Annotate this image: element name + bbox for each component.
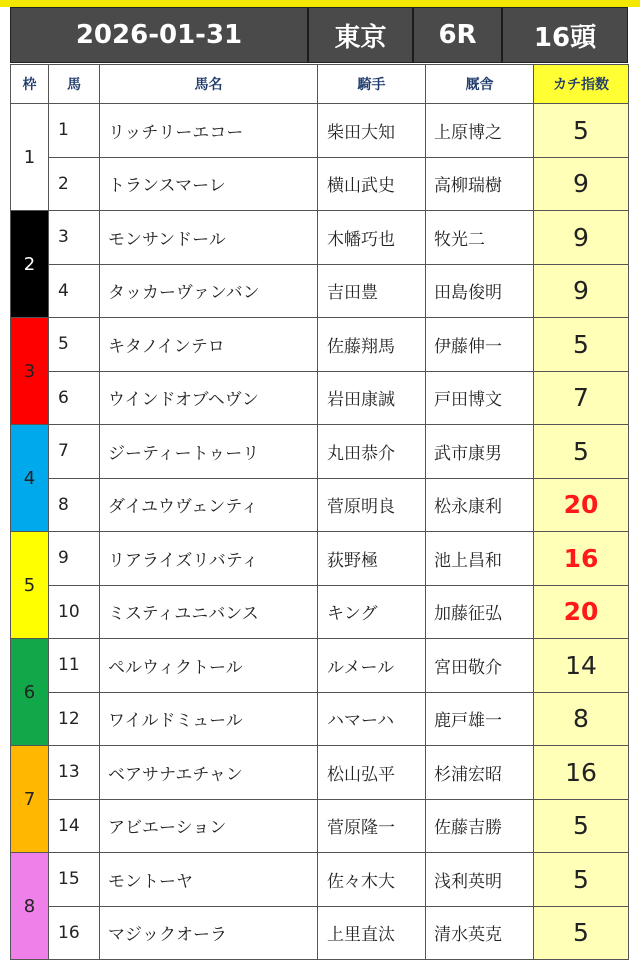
kachi-index-cell: 5 [534, 799, 629, 853]
table-header-row [11, 65, 629, 104]
trainer-cell: 上原博之 [426, 104, 534, 158]
horse-name-cell: ワイルドミュール [100, 692, 318, 746]
table-row [11, 318, 629, 372]
horse-number-cell: 5 [49, 318, 100, 372]
horse-number-cell: 6 [49, 371, 100, 425]
jockey-cell: 木幡巧也 [318, 211, 426, 265]
jockey-cell: 松山弘平 [318, 746, 426, 800]
horse-number-cell: 16 [49, 906, 100, 960]
table-row [11, 639, 629, 693]
table-row [11, 104, 629, 158]
kachi-index-cell: 5 [534, 104, 629, 158]
table-row [11, 692, 629, 746]
table-row [11, 157, 629, 211]
kachi-index-cell: 5 [534, 318, 629, 372]
jockey-cell: 柴田大知 [318, 104, 426, 158]
jockey-cell: 佐藤翔馬 [318, 318, 426, 372]
kachi-index-cell: 5 [534, 853, 629, 907]
jockey-cell: 菅原隆一 [318, 799, 426, 853]
frame-number-cell: 7 [11, 746, 49, 853]
horse-name-cell: タッカーヴァンバン [100, 264, 318, 318]
kachi-index-cell: 9 [534, 157, 629, 211]
horse-number-cell: 13 [49, 746, 100, 800]
col-header-trainer: 厩舎 [426, 65, 534, 104]
horse-name-cell: キタノインテロ [100, 318, 318, 372]
table-row [11, 478, 629, 532]
trainer-cell: 田島俊明 [426, 264, 534, 318]
entry-table [10, 64, 629, 960]
table-row [11, 425, 629, 479]
table-row [11, 585, 629, 639]
trainer-cell: 池上昌和 [426, 532, 534, 586]
jockey-cell: 荻野極 [318, 532, 426, 586]
horse-number-cell: 1 [49, 104, 100, 158]
jockey-cell: 岩田康誠 [318, 371, 426, 425]
trainer-cell: 伊藤伸一 [426, 318, 534, 372]
frame-number-cell: 8 [11, 853, 49, 960]
table-row [11, 371, 629, 425]
horse-name-cell: リッチリーエコー [100, 104, 318, 158]
col-header-jockey: 騎手 [318, 65, 426, 104]
horse-name-cell: ダイユウヴェンティ [100, 478, 318, 532]
horse-number-cell: 2 [49, 157, 100, 211]
trainer-cell: 浅利英明 [426, 853, 534, 907]
horse-name-cell: ベアサナエチャン [100, 746, 318, 800]
kachi-index-cell: 9 [534, 264, 629, 318]
jockey-cell: 横山武史 [318, 157, 426, 211]
jockey-cell: 上里直汰 [318, 906, 426, 960]
horse-number-cell: 9 [49, 532, 100, 586]
jockey-cell: 吉田豊 [318, 264, 426, 318]
col-header-name: 馬名 [100, 65, 318, 104]
trainer-cell: 松永康利 [426, 478, 534, 532]
frame-number-cell: 1 [11, 104, 49, 211]
horse-name-cell: モントーヤ [100, 853, 318, 907]
trainer-cell: 杉浦宏昭 [426, 746, 534, 800]
col-header-uma: 馬 [49, 65, 100, 104]
kachi-index-cell: 5 [534, 906, 629, 960]
kachi-index-cell: 7 [534, 371, 629, 425]
runner-count: 16頭 [533, 22, 597, 53]
jockey-cell: キング [318, 585, 426, 639]
horse-number-cell: 12 [49, 692, 100, 746]
trainer-cell: 武市康男 [426, 425, 534, 479]
horse-number-cell: 4 [49, 264, 100, 318]
top-accent-bar [0, 0, 640, 7]
jockey-cell: 丸田恭介 [318, 425, 426, 479]
horse-name-cell: アビエーション [100, 799, 318, 853]
race-number: 6R [414, 8, 503, 62]
horse-name-cell: マジックオーラ [100, 906, 318, 960]
horse-number-cell: 14 [49, 799, 100, 853]
kachi-index-cell: 5 [534, 425, 629, 479]
frame-number-cell: 2 [11, 211, 49, 318]
horse-name-cell: ジーティートゥーリ [100, 425, 318, 479]
frame-number-cell: 5 [11, 532, 49, 639]
trainer-cell: 清水英克 [426, 906, 534, 960]
jockey-cell: ルメール [318, 639, 426, 693]
horse-name-cell: ウインドオブヘヴン [100, 371, 318, 425]
race-date: 2026-01-31 [11, 8, 309, 62]
kachi-index-cell: 14 [534, 639, 629, 693]
horse-name-cell: リアライズリバティ [100, 532, 318, 586]
kachi-index-cell: 16 [534, 532, 629, 586]
kachi-index-cell: 9 [534, 211, 629, 265]
kachi-index-cell: 20 [534, 478, 629, 532]
horse-name-cell: モンサンドール [100, 211, 318, 265]
table-row [11, 532, 629, 586]
horse-name-cell: トランスマーレ [100, 157, 318, 211]
horse-number-cell: 7 [49, 425, 100, 479]
horse-number-cell: 15 [49, 853, 100, 907]
kachi-index-cell: 8 [534, 692, 629, 746]
frame-number-cell: 4 [11, 425, 49, 532]
frame-number-cell: 3 [11, 318, 49, 425]
table-row [11, 853, 629, 907]
frame-number-cell: 6 [11, 639, 49, 746]
table-row [11, 746, 629, 800]
horse-number-cell: 3 [49, 211, 100, 265]
table-row [11, 211, 629, 265]
horse-number-cell: 10 [49, 585, 100, 639]
horse-number-cell: 8 [49, 478, 100, 532]
trainer-cell: 牧光二 [426, 211, 534, 265]
jockey-cell: 菅原明良 [318, 478, 426, 532]
col-header-waku: 枠 [11, 65, 49, 104]
col-header-kachi: カチ指数 [534, 65, 629, 104]
table-row [11, 799, 629, 853]
table-row [11, 264, 629, 318]
horse-number-cell: 11 [49, 639, 100, 693]
kachi-index-cell: 16 [534, 746, 629, 800]
jockey-cell: ハマーハ [318, 692, 426, 746]
table-row [11, 906, 629, 960]
horse-name-cell: ペルウィクトール [100, 639, 318, 693]
trainer-cell: 鹿戸雄一 [426, 692, 534, 746]
horse-name-cell: ミスティユニバンス [100, 585, 318, 639]
trainer-cell: 戸田博文 [426, 371, 534, 425]
trainer-cell: 高柳瑞樹 [426, 157, 534, 211]
jockey-cell: 佐々木大 [318, 853, 426, 907]
trainer-cell: 佐藤吉勝 [426, 799, 534, 853]
race-header [10, 7, 628, 63]
trainer-cell: 加藤征弘 [426, 585, 534, 639]
trainer-cell: 宮田敬介 [426, 639, 534, 693]
race-venue: 東京 [309, 8, 414, 62]
kachi-index-cell: 20 [534, 585, 629, 639]
